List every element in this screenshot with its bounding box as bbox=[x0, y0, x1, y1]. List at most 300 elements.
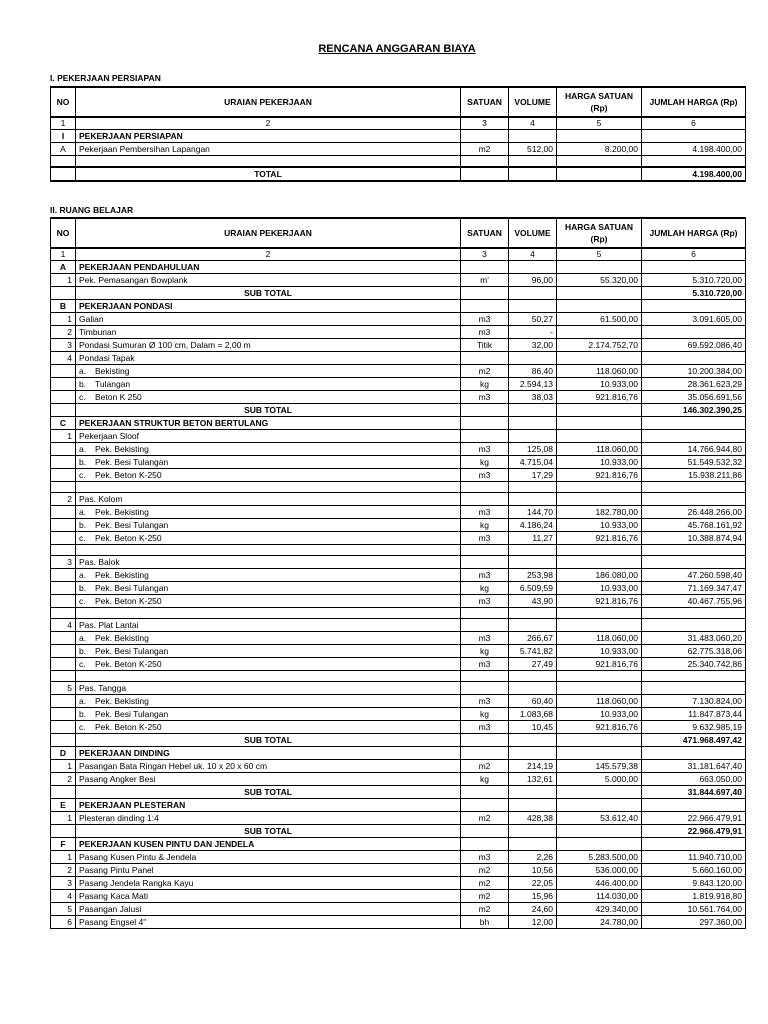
row-volume: 43,90 bbox=[509, 595, 557, 608]
row-number: I bbox=[51, 130, 76, 143]
row-satuan: m3 bbox=[461, 595, 509, 608]
row-volume: 12,00 bbox=[509, 916, 557, 929]
blank-row bbox=[51, 545, 746, 556]
empty-cell bbox=[461, 300, 509, 313]
empty-cell bbox=[557, 300, 642, 313]
row-harga: 114.030,00 bbox=[557, 890, 642, 903]
row-harga: 921.816,76 bbox=[557, 532, 642, 545]
row-volume: 27,49 bbox=[509, 658, 557, 671]
table-row bbox=[51, 916, 746, 929]
row-satuan: kg bbox=[461, 645, 509, 658]
row-harga: 921.816,76 bbox=[557, 721, 642, 734]
table-row bbox=[51, 903, 746, 916]
row-jumlah: 51.549.532,32 bbox=[642, 456, 746, 469]
row-jumlah: 11.940.710,00 bbox=[642, 851, 746, 864]
col-num: 3 bbox=[461, 248, 509, 261]
empty-cell bbox=[509, 608, 557, 619]
table-row bbox=[51, 391, 746, 404]
subtotal-label: SUB TOTAL bbox=[76, 786, 461, 799]
empty-cell bbox=[461, 825, 509, 838]
row-description: Pasang Kusen Pintu & Jendela bbox=[76, 851, 461, 864]
row-volume: 4.715,04 bbox=[509, 456, 557, 469]
row-jumlah: 15.938.211,86 bbox=[642, 469, 746, 482]
row-description bbox=[76, 365, 461, 378]
row-volume: 253,98 bbox=[509, 569, 557, 582]
row-jumlah: 31.483.060,20 bbox=[642, 632, 746, 645]
empty-cell bbox=[51, 658, 76, 671]
row-satuan: m3 bbox=[461, 391, 509, 404]
row-volume: 15,96 bbox=[509, 890, 557, 903]
row-description: Pasang Engsel 4" bbox=[76, 916, 461, 929]
row-description: Pondasi Sumuran Ø 100 cm, Dalam = 2,00 m bbox=[76, 339, 461, 352]
row-number: 5 bbox=[51, 682, 76, 695]
col-no: NO bbox=[51, 218, 76, 248]
row-number: C bbox=[51, 417, 76, 430]
row-name: Pek. Beton K-250 bbox=[95, 721, 162, 732]
row-volume: 38,03 bbox=[509, 391, 557, 404]
empty-cell bbox=[461, 734, 509, 747]
row-description: Pas. Balok bbox=[76, 556, 461, 569]
row-satuan: m2 bbox=[461, 903, 509, 916]
empty-cell bbox=[461, 545, 509, 556]
col-jumlah: JUMLAH HARGA (Rp) bbox=[642, 87, 746, 117]
row-satuan: m3 bbox=[461, 695, 509, 708]
empty-cell bbox=[509, 130, 557, 143]
row-jumlah bbox=[642, 326, 746, 339]
row-satuan bbox=[461, 682, 509, 695]
row-name: Pek. Besi Tulangan bbox=[95, 645, 169, 656]
row-jumlah: 35.056.691,56 bbox=[642, 391, 746, 404]
row-satuan: m3 bbox=[461, 532, 509, 545]
subtotal-row bbox=[51, 734, 746, 747]
subtotal-row bbox=[51, 786, 746, 799]
table-row bbox=[51, 469, 746, 482]
row-satuan: m2 bbox=[461, 760, 509, 773]
table-header-row bbox=[51, 218, 746, 248]
row-description: Pasang Pintu Panel bbox=[76, 864, 461, 877]
section-header-row bbox=[51, 300, 746, 313]
row-volume: 60,40 bbox=[509, 695, 557, 708]
row-number: 1 bbox=[51, 851, 76, 864]
empty-cell bbox=[509, 734, 557, 747]
table-row bbox=[51, 695, 746, 708]
subtotal-value: 146.302.390,25 bbox=[642, 404, 746, 417]
empty-cell bbox=[461, 130, 509, 143]
empty-cell bbox=[51, 506, 76, 519]
row-volume: 2,26 bbox=[509, 851, 557, 864]
row-letter: a. bbox=[79, 506, 87, 517]
empty-cell bbox=[509, 825, 557, 838]
empty-cell bbox=[51, 365, 76, 378]
subtotal-row bbox=[51, 825, 746, 838]
table-row bbox=[51, 519, 746, 532]
row-letter: c. bbox=[79, 469, 86, 480]
empty-cell bbox=[51, 532, 76, 545]
row-satuan: kg bbox=[461, 456, 509, 469]
row-jumlah bbox=[642, 682, 746, 695]
empty-cell bbox=[51, 167, 76, 181]
empty-cell bbox=[557, 156, 642, 168]
empty-cell bbox=[76, 156, 461, 168]
row-name: Pek. Beton K-250 bbox=[95, 532, 162, 543]
row-description bbox=[76, 569, 461, 582]
row-jumlah: 663.050,00 bbox=[642, 773, 746, 786]
row-volume bbox=[509, 619, 557, 632]
empty-cell bbox=[509, 261, 557, 274]
subtotal-row bbox=[51, 287, 746, 300]
table-row bbox=[51, 721, 746, 734]
col-volume: VOLUME bbox=[509, 87, 557, 117]
row-number: 6 bbox=[51, 916, 76, 929]
col-uraian: URAIAN PEKERJAAN bbox=[76, 87, 461, 117]
col-volume: VOLUME bbox=[509, 218, 557, 248]
empty-cell bbox=[51, 582, 76, 595]
subtotal-label: SUB TOTAL bbox=[76, 734, 461, 747]
row-description bbox=[76, 632, 461, 645]
row-satuan: m3 bbox=[461, 469, 509, 482]
empty-cell bbox=[51, 786, 76, 799]
row-satuan: kg bbox=[461, 519, 509, 532]
empty-cell bbox=[642, 300, 746, 313]
empty-cell bbox=[642, 671, 746, 682]
empty-cell bbox=[557, 671, 642, 682]
row-jumlah: 4.198.400,00 bbox=[642, 143, 746, 156]
empty-cell bbox=[509, 786, 557, 799]
row-volume bbox=[509, 430, 557, 443]
empty-cell bbox=[509, 417, 557, 430]
empty-cell bbox=[642, 130, 746, 143]
row-description: Pasang Jendela Rangka Kayu bbox=[76, 877, 461, 890]
empty-cell bbox=[509, 838, 557, 851]
row-harga: 446.400,00 bbox=[557, 877, 642, 890]
row-number: 3 bbox=[51, 339, 76, 352]
row-volume: 1.083,68 bbox=[509, 708, 557, 721]
row-jumlah: 7.130.824,00 bbox=[642, 695, 746, 708]
row-name: Pek. Besi Tulangan bbox=[95, 708, 169, 719]
row-satuan bbox=[461, 556, 509, 569]
row-harga: 921.816,76 bbox=[557, 658, 642, 671]
row-description bbox=[76, 645, 461, 658]
row-number: B bbox=[51, 300, 76, 313]
row-volume: - bbox=[509, 326, 557, 339]
table-row bbox=[51, 143, 746, 156]
empty-cell bbox=[51, 708, 76, 721]
row-number: 1 bbox=[51, 313, 76, 326]
table-row bbox=[51, 595, 746, 608]
table-row bbox=[51, 632, 746, 645]
empty-cell bbox=[509, 799, 557, 812]
row-jumlah: 31.181.647,40 bbox=[642, 760, 746, 773]
row-harga: 921.816,76 bbox=[557, 469, 642, 482]
row-description: Pondasi Tapak bbox=[76, 352, 461, 365]
row-number: 2 bbox=[51, 773, 76, 786]
row-letter: a. bbox=[79, 695, 87, 706]
row-volume: 512,00 bbox=[509, 143, 557, 156]
empty-cell bbox=[51, 391, 76, 404]
col-no: NO bbox=[51, 87, 76, 117]
empty-cell bbox=[642, 747, 746, 760]
row-description: Pasang Angker Besi bbox=[76, 773, 461, 786]
table-row bbox=[51, 339, 746, 352]
col-num: 1 bbox=[51, 117, 76, 130]
empty-cell bbox=[642, 156, 746, 168]
row-volume: 5.741,82 bbox=[509, 645, 557, 658]
empty-cell bbox=[51, 404, 76, 417]
row-jumlah: 40.467.755,96 bbox=[642, 595, 746, 608]
row-number: 1 bbox=[51, 760, 76, 773]
row-description bbox=[76, 582, 461, 595]
empty-cell bbox=[557, 734, 642, 747]
row-harga: 10.933,00 bbox=[557, 456, 642, 469]
row-satuan: m2 bbox=[461, 143, 509, 156]
empty-cell bbox=[642, 482, 746, 493]
empty-cell bbox=[642, 261, 746, 274]
row-name: Pek. Besi Tulangan bbox=[95, 519, 169, 530]
row-volume: 32,00 bbox=[509, 339, 557, 352]
table-row bbox=[51, 582, 746, 595]
row-number: 1 bbox=[51, 812, 76, 825]
table-row bbox=[51, 365, 746, 378]
row-harga bbox=[557, 556, 642, 569]
row-harga: 61.500,00 bbox=[557, 313, 642, 326]
row-satuan: m3 bbox=[461, 851, 509, 864]
row-name: Pek. Bekisting bbox=[95, 506, 149, 517]
table-row bbox=[51, 864, 746, 877]
row-name: Bekisting bbox=[95, 365, 130, 376]
col-num: 1 bbox=[51, 248, 76, 261]
section-header-row bbox=[51, 261, 746, 274]
row-jumlah: 47.260.598,40 bbox=[642, 569, 746, 582]
row-name: Pek. Beton K-250 bbox=[95, 595, 162, 606]
empty-cell bbox=[461, 786, 509, 799]
table-row bbox=[51, 493, 746, 506]
row-description: Plesteran dinding 1:4 bbox=[76, 812, 461, 825]
row-satuan: kg bbox=[461, 378, 509, 391]
total-row bbox=[51, 167, 746, 181]
row-jumlah bbox=[642, 352, 746, 365]
row-number: 1 bbox=[51, 430, 76, 443]
row-jumlah: 71.169.347,47 bbox=[642, 582, 746, 595]
table-row bbox=[51, 556, 746, 569]
row-satuan: m2 bbox=[461, 812, 509, 825]
row-harga: 118.060,00 bbox=[557, 695, 642, 708]
row-harga bbox=[557, 430, 642, 443]
empty-cell bbox=[557, 825, 642, 838]
row-volume: 144,70 bbox=[509, 506, 557, 519]
row-name: Pek. Bekisting bbox=[95, 443, 149, 454]
row-letter: b. bbox=[79, 456, 87, 467]
row-satuan: m3 bbox=[461, 658, 509, 671]
section2-heading: II. RUANG BELAJAR bbox=[50, 205, 134, 215]
col-num: 3 bbox=[461, 117, 509, 130]
row-letter: c. bbox=[79, 595, 86, 606]
empty-cell bbox=[509, 156, 557, 168]
empty-cell bbox=[76, 482, 461, 493]
row-letter: b. bbox=[79, 519, 87, 530]
col-num: 6 bbox=[642, 117, 746, 130]
row-number: 3 bbox=[51, 877, 76, 890]
row-harga: 182.780,00 bbox=[557, 506, 642, 519]
row-volume: 17,29 bbox=[509, 469, 557, 482]
row-jumlah: 10.200.384,00 bbox=[642, 365, 746, 378]
row-volume: 2.594,13 bbox=[509, 378, 557, 391]
row-jumlah: 25.340.742,86 bbox=[642, 658, 746, 671]
row-description: Galian bbox=[76, 313, 461, 326]
row-jumlah: 28.361.623,29 bbox=[642, 378, 746, 391]
subtotal-value: 4.198.400,00 bbox=[642, 167, 746, 181]
row-description: PEKERJAAN KUSEN PINTU DAN JENDELA bbox=[76, 838, 461, 851]
row-satuan: bh bbox=[461, 916, 509, 929]
row-harga: 55.320,00 bbox=[557, 274, 642, 287]
empty-cell bbox=[51, 482, 76, 493]
subtotal-row bbox=[51, 404, 746, 417]
row-satuan: m2 bbox=[461, 864, 509, 877]
table-row bbox=[51, 456, 746, 469]
empty-cell bbox=[509, 671, 557, 682]
col-harga: HARGA SATUAN (Rp) bbox=[557, 87, 642, 117]
row-jumlah: 10.561.764,00 bbox=[642, 903, 746, 916]
subtotal-value: 22.966.479,91 bbox=[642, 825, 746, 838]
section-header-row bbox=[51, 799, 746, 812]
row-letter: c. bbox=[79, 721, 86, 732]
row-harga: 536.000,00 bbox=[557, 864, 642, 877]
row-volume: 11,27 bbox=[509, 532, 557, 545]
subtotal-label: SUB TOTAL bbox=[76, 287, 461, 300]
row-letter: b. bbox=[79, 378, 87, 389]
row-letter: a. bbox=[79, 632, 87, 643]
table-row bbox=[51, 619, 746, 632]
table-row bbox=[51, 890, 746, 903]
empty-cell bbox=[51, 456, 76, 469]
row-description bbox=[76, 378, 461, 391]
table-row bbox=[51, 313, 746, 326]
row-name: Pek. Bekisting bbox=[95, 632, 149, 643]
subtotal-value: 471.968.497,42 bbox=[642, 734, 746, 747]
section1-table bbox=[50, 86, 746, 182]
row-volume bbox=[509, 682, 557, 695]
row-jumlah: 5.310.720,00 bbox=[642, 274, 746, 287]
row-satuan: kg bbox=[461, 773, 509, 786]
table-row bbox=[51, 851, 746, 864]
row-volume: 50,27 bbox=[509, 313, 557, 326]
row-satuan: m3 bbox=[461, 326, 509, 339]
row-description bbox=[76, 391, 461, 404]
col-num: 5 bbox=[557, 248, 642, 261]
row-description: PEKERJAAN PONDASI bbox=[76, 300, 461, 313]
empty-cell bbox=[509, 545, 557, 556]
row-harga bbox=[557, 682, 642, 695]
row-description: Timbunan bbox=[76, 326, 461, 339]
row-volume: 96,00 bbox=[509, 274, 557, 287]
table-row bbox=[51, 569, 746, 582]
row-volume: 125,08 bbox=[509, 443, 557, 456]
row-name: Pek. Bekisting bbox=[95, 695, 149, 706]
empty-cell bbox=[557, 261, 642, 274]
row-letter: a. bbox=[79, 365, 87, 376]
row-volume: 24,60 bbox=[509, 903, 557, 916]
col-uraian: URAIAN PEKERJAAN bbox=[76, 218, 461, 248]
row-harga: 118.060,00 bbox=[557, 365, 642, 378]
empty-cell bbox=[51, 608, 76, 619]
row-harga: 921.816,76 bbox=[557, 595, 642, 608]
row-description: Pas. Tangga bbox=[76, 682, 461, 695]
empty-cell bbox=[557, 167, 642, 181]
row-harga: 24.780,00 bbox=[557, 916, 642, 929]
row-letter: b. bbox=[79, 582, 87, 593]
row-volume: 428,38 bbox=[509, 812, 557, 825]
row-satuan: Titik bbox=[461, 339, 509, 352]
empty-cell bbox=[557, 287, 642, 300]
empty-cell bbox=[557, 786, 642, 799]
row-jumlah bbox=[642, 493, 746, 506]
empty-cell bbox=[51, 519, 76, 532]
empty-cell bbox=[51, 545, 76, 556]
row-harga: 8.200,00 bbox=[557, 143, 642, 156]
row-number: 4 bbox=[51, 890, 76, 903]
col-harga: HARGA SATUAN (Rp) bbox=[557, 218, 642, 248]
empty-cell bbox=[557, 747, 642, 760]
row-letter: a. bbox=[79, 443, 87, 454]
row-satuan: kg bbox=[461, 708, 509, 721]
row-description bbox=[76, 595, 461, 608]
table-row bbox=[51, 708, 746, 721]
row-volume: 86,40 bbox=[509, 365, 557, 378]
empty-cell bbox=[557, 130, 642, 143]
empty-cell bbox=[51, 695, 76, 708]
table-header-row bbox=[51, 87, 746, 117]
col-num: 4 bbox=[509, 248, 557, 261]
empty-cell bbox=[557, 838, 642, 851]
empty-cell bbox=[51, 156, 76, 168]
row-harga: 145.579,38 bbox=[557, 760, 642, 773]
table-row bbox=[51, 326, 746, 339]
empty-cell bbox=[51, 825, 76, 838]
subtotal-label: TOTAL bbox=[76, 167, 461, 181]
row-description: Pasang Kaca Mati bbox=[76, 890, 461, 903]
row-harga: 5.000,00 bbox=[557, 773, 642, 786]
row-satuan bbox=[461, 493, 509, 506]
row-number: 3 bbox=[51, 556, 76, 569]
row-satuan: m3 bbox=[461, 313, 509, 326]
row-description: Pek. Pemasangan Bowplank bbox=[76, 274, 461, 287]
column-number-row bbox=[51, 117, 746, 130]
empty-cell bbox=[51, 469, 76, 482]
row-description: PEKERJAAN PERSIAPAN bbox=[76, 130, 461, 143]
row-volume: 214,19 bbox=[509, 760, 557, 773]
row-harga: 10.933,00 bbox=[557, 582, 642, 595]
row-description: PEKERJAAN PLESTERAN bbox=[76, 799, 461, 812]
blank-row bbox=[51, 671, 746, 682]
row-volume: 10,45 bbox=[509, 721, 557, 734]
col-num: 2 bbox=[76, 248, 461, 261]
col-num: 2 bbox=[76, 117, 461, 130]
empty-cell bbox=[461, 838, 509, 851]
empty-cell bbox=[557, 417, 642, 430]
row-volume bbox=[509, 556, 557, 569]
row-description bbox=[76, 456, 461, 469]
empty-cell bbox=[76, 671, 461, 682]
table-row bbox=[51, 274, 746, 287]
document-title: RENCANA ANGGARAN BIAYA bbox=[318, 43, 476, 55]
table-row bbox=[51, 378, 746, 391]
empty-cell bbox=[51, 645, 76, 658]
empty-cell bbox=[509, 482, 557, 493]
row-description bbox=[76, 532, 461, 545]
blank-row bbox=[51, 482, 746, 493]
row-jumlah bbox=[642, 430, 746, 443]
row-satuan bbox=[461, 619, 509, 632]
row-harga bbox=[557, 352, 642, 365]
